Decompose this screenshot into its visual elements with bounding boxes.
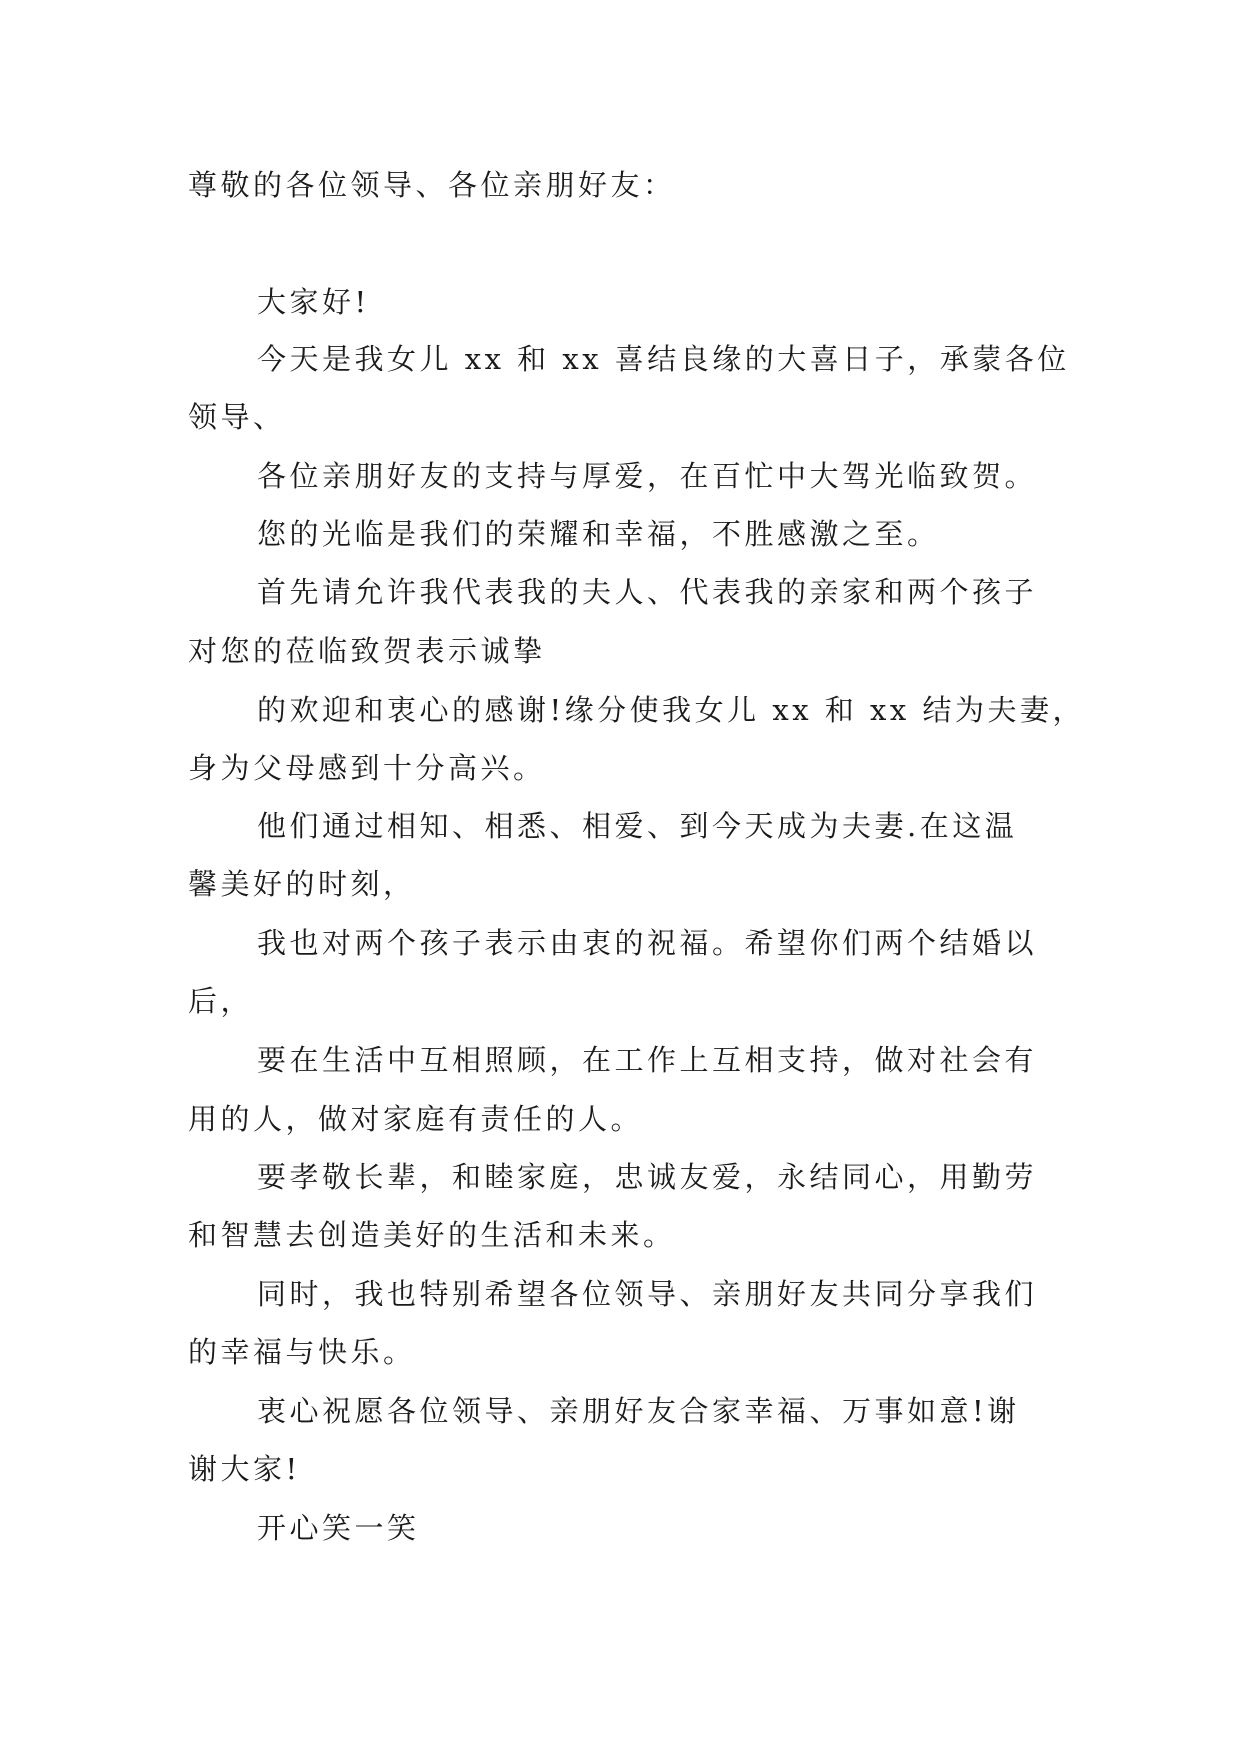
paragraph-line: 的幸福与快乐。 (188, 1335, 416, 1369)
paragraph-line: 他们通过相知、相悉、相爱、到今天成为夫妻.在这温 (257, 809, 1018, 843)
paragraph-line: 谢大家! (188, 1452, 301, 1486)
paragraph-line: 今天是我女儿 xx 和 xx 喜结良缘的大喜日子，承蒙各位 (257, 342, 1070, 376)
paragraph-line: 开心笑一笑 (257, 1511, 420, 1545)
salutation: 尊敬的各位领导、各位亲朋好友： (188, 168, 676, 202)
paragraph-line: 衷心祝愿各位领导、亲朋好友合家幸福、万事如意!谢 (257, 1394, 1020, 1428)
paragraph-line: 对您的莅临致贺表示诚挚 (188, 634, 546, 668)
paragraph-line: 和智慧去创造美好的生活和未来。 (188, 1218, 676, 1252)
paragraph-line: 要孝敬长辈，和睦家庭，忠诚友爱，永结同心，用勤劳 (257, 1160, 1038, 1194)
paragraph-line: 大家好! (257, 285, 370, 319)
paragraph-line: 我也对两个孩子表示由衷的祝福。希望你们两个结婚以 (257, 926, 1038, 960)
paragraph-line: 首先请允许我代表我的夫人、代表我的亲家和两个孩子 (257, 575, 1038, 609)
paragraph-line: 的欢迎和衷心的感谢!缘分使我女儿 xx 和 xx 结为夫妻， (257, 693, 1085, 727)
paragraph-line: 领导、 (188, 400, 286, 434)
paragraph-line: 用的人，做对家庭有责任的人。 (188, 1102, 644, 1136)
paragraph-line: 您的光临是我们的荣耀和幸福，不胜感激之至。 (257, 517, 940, 551)
paragraph-line: 要在生活中互相照顾，在工作上互相支持，做对社会有 (257, 1043, 1038, 1077)
paragraph-line: 馨美好的时刻， (188, 867, 416, 901)
paragraph-line: 同时，我也特别希望各位领导、亲朋好友共同分享我们 (257, 1277, 1038, 1311)
paragraph-line: 身为父母感到十分高兴。 (188, 751, 546, 785)
paragraph-line: 各位亲朋好友的支持与厚爱，在百忙中大驾光临致贺。 (257, 459, 1038, 493)
paragraph-line: 后， (188, 984, 254, 1018)
